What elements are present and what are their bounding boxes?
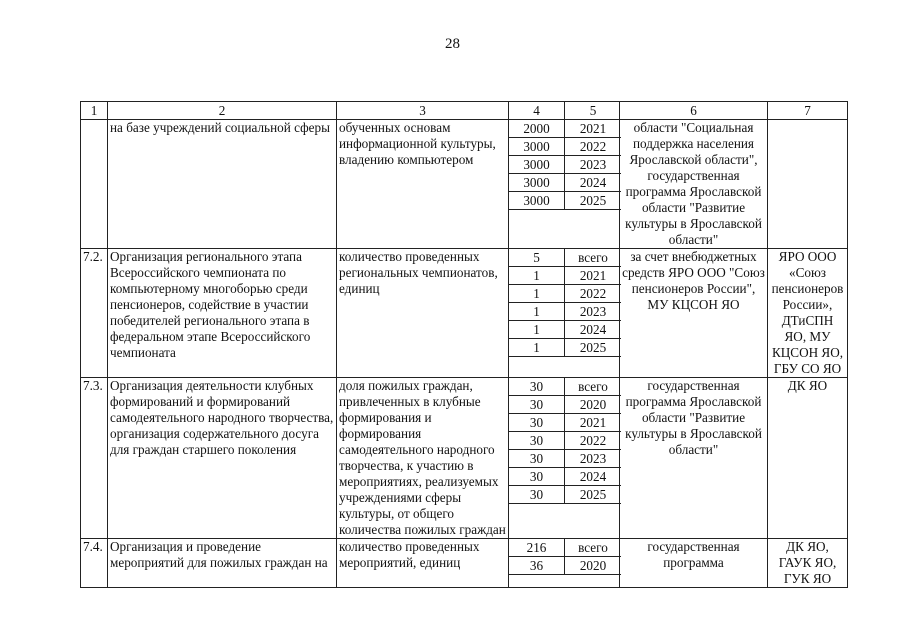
indicator-value: 216 — [509, 539, 565, 557]
period-value: 2023 — [565, 450, 622, 468]
indicator-value: 1 — [509, 339, 565, 357]
program-table-container — [80, 101, 847, 588]
period-value: 2020 — [565, 557, 622, 575]
value-row — [509, 468, 621, 486]
indicator-value: 36 — [509, 557, 565, 575]
indicator-text: доля пожилых граждан, привлеченных в клубные формирования и формирования самодеятельного народного творчества, к участию в мероприятиях, реализуемых учреждениями сферы культуры, от общего количества пожилых граждан — [339, 378, 506, 537]
indicator-value: 1 — [509, 285, 565, 303]
period-value: 2023 — [565, 303, 622, 321]
executor-cell — [768, 120, 848, 249]
values-subtable — [509, 539, 621, 575]
value-row — [509, 321, 621, 339]
value-row — [509, 486, 621, 504]
value-row — [509, 539, 621, 557]
period-value: 2021 — [565, 267, 622, 285]
values-cell — [509, 378, 620, 539]
value-row — [509, 285, 621, 303]
indicator-cell — [337, 378, 509, 539]
period-value: 2023 — [565, 156, 622, 174]
period-value: всего — [565, 249, 622, 267]
value-row — [509, 378, 621, 396]
value-row — [509, 432, 621, 450]
header-cell: 7 — [768, 102, 848, 120]
header-cell-values — [509, 102, 620, 120]
table-row — [81, 249, 848, 378]
table-row — [81, 378, 848, 539]
indicator-value: 1 — [509, 321, 565, 339]
values-subtable — [509, 378, 621, 504]
value-row — [509, 396, 621, 414]
event-cell: Организация деятельности клубных формирований и формирований самодеятельного народного творчества, организация содержательного досуга для граждан старшего поколения — [108, 378, 337, 539]
funding-source-cell: за счет внебюджетных средств ЯРО ООО "Союз пенсионеров России", МУ КЦСОН ЯО — [620, 249, 768, 378]
row-number: 7.4. — [81, 539, 108, 588]
period-value: 2025 — [565, 339, 622, 357]
row-number: 7.2. — [81, 249, 108, 378]
value-row — [509, 450, 621, 468]
indicator-value: 3000 — [509, 174, 565, 192]
period-value: 2025 — [565, 192, 622, 210]
header-cell: 5 — [565, 102, 622, 119]
period-value: 2024 — [565, 174, 622, 192]
values-cell — [509, 120, 620, 249]
indicator-value: 2000 — [509, 120, 565, 138]
value-row — [509, 339, 621, 357]
table-row — [81, 539, 848, 588]
indicator-value: 30 — [509, 396, 565, 414]
period-value: 2022 — [565, 285, 622, 303]
executor-cell: ЯРО ООО «Союз пенсионеров России», ДТиСПН ЯО, МУ КЦСОН ЯО, ГБУ СО ЯО — [768, 249, 848, 378]
program-table — [80, 101, 848, 588]
indicator-value: 30 — [509, 414, 565, 432]
header-values-subtable — [509, 102, 621, 119]
value-row — [509, 267, 621, 285]
indicator-cell — [337, 120, 509, 249]
period-value: 2021 — [565, 414, 622, 432]
funding-source-cell: области "Социальная поддержка населения Ярославской области", государственная программа Ярославской области "Развитие культуры в Ярославской области" — [620, 120, 768, 249]
indicator-value: 30 — [509, 378, 565, 396]
header-cell: 2 — [108, 102, 337, 120]
table-body — [81, 120, 848, 588]
value-row — [509, 249, 621, 267]
value-row — [509, 414, 621, 432]
indicator-value: 30 — [509, 486, 565, 504]
indicator-value: 5 — [509, 249, 565, 267]
funding-source-cell: государственная программа — [620, 539, 768, 588]
header-cell: 4 — [509, 102, 565, 119]
value-row — [509, 303, 621, 321]
indicator-value: 3000 — [509, 156, 565, 174]
indicator-value: 30 — [509, 450, 565, 468]
event-cell: на базе учреждений социальной сферы — [108, 120, 337, 249]
indicator-value: 30 — [509, 468, 565, 486]
period-value: 2024 — [565, 468, 622, 486]
values-subtable — [509, 120, 621, 210]
value-row — [509, 174, 621, 192]
indicator-cell — [337, 539, 509, 588]
executor-cell: ДК ЯО — [768, 378, 848, 539]
value-row — [509, 138, 621, 156]
table-row — [81, 120, 848, 249]
value-row — [509, 557, 621, 575]
period-value: всего — [565, 378, 622, 396]
indicator-value: 1 — [509, 303, 565, 321]
period-value: 2024 — [565, 321, 622, 339]
indicator-text: обученных основам информационной культуры, владению компьютером — [339, 120, 496, 167]
header-cell: 1 — [81, 102, 108, 120]
indicator-text: количество проведенных мероприятий, единиц — [339, 539, 480, 570]
table-header-row — [81, 102, 848, 120]
period-value: 2025 — [565, 486, 622, 504]
indicator-value: 30 — [509, 432, 565, 450]
event-cell: Организация и проведение мероприятий для пожилых граждан на — [108, 539, 337, 588]
period-value: всего — [565, 539, 622, 557]
indicator-text: количество проведенных региональных чемпионатов, единиц — [339, 249, 498, 296]
values-cell — [509, 249, 620, 378]
row-number: 7.3. — [81, 378, 108, 539]
indicator-cell — [337, 249, 509, 378]
row-number — [81, 120, 108, 249]
period-value: 2020 — [565, 396, 622, 414]
header-cell: 3 — [337, 102, 509, 120]
indicator-value: 1 — [509, 267, 565, 285]
values-subtable — [509, 249, 621, 357]
value-row — [509, 120, 621, 138]
header-cell: 6 — [620, 102, 768, 120]
indicator-value: 3000 — [509, 138, 565, 156]
period-value: 2022 — [565, 138, 622, 156]
values-cell — [509, 539, 620, 588]
page-number: 28 — [445, 36, 460, 52]
period-value: 2021 — [565, 120, 622, 138]
funding-source-cell: государственная программа Ярославской области "Развитие культуры в Ярославской области" — [620, 378, 768, 539]
indicator-value: 3000 — [509, 192, 565, 210]
value-row — [509, 156, 621, 174]
executor-cell: ДК ЯО, ГАУК ЯО, ГУК ЯО — [768, 539, 848, 588]
period-value: 2022 — [565, 432, 622, 450]
value-row — [509, 192, 621, 210]
event-cell: Организация регионального этапа Всероссийского чемпионата по компьютерному многоборью среди пенсионеров, содействие в участии победителей регионального этапа в федеральном этапе Всероссийского чемпионата — [108, 249, 337, 378]
